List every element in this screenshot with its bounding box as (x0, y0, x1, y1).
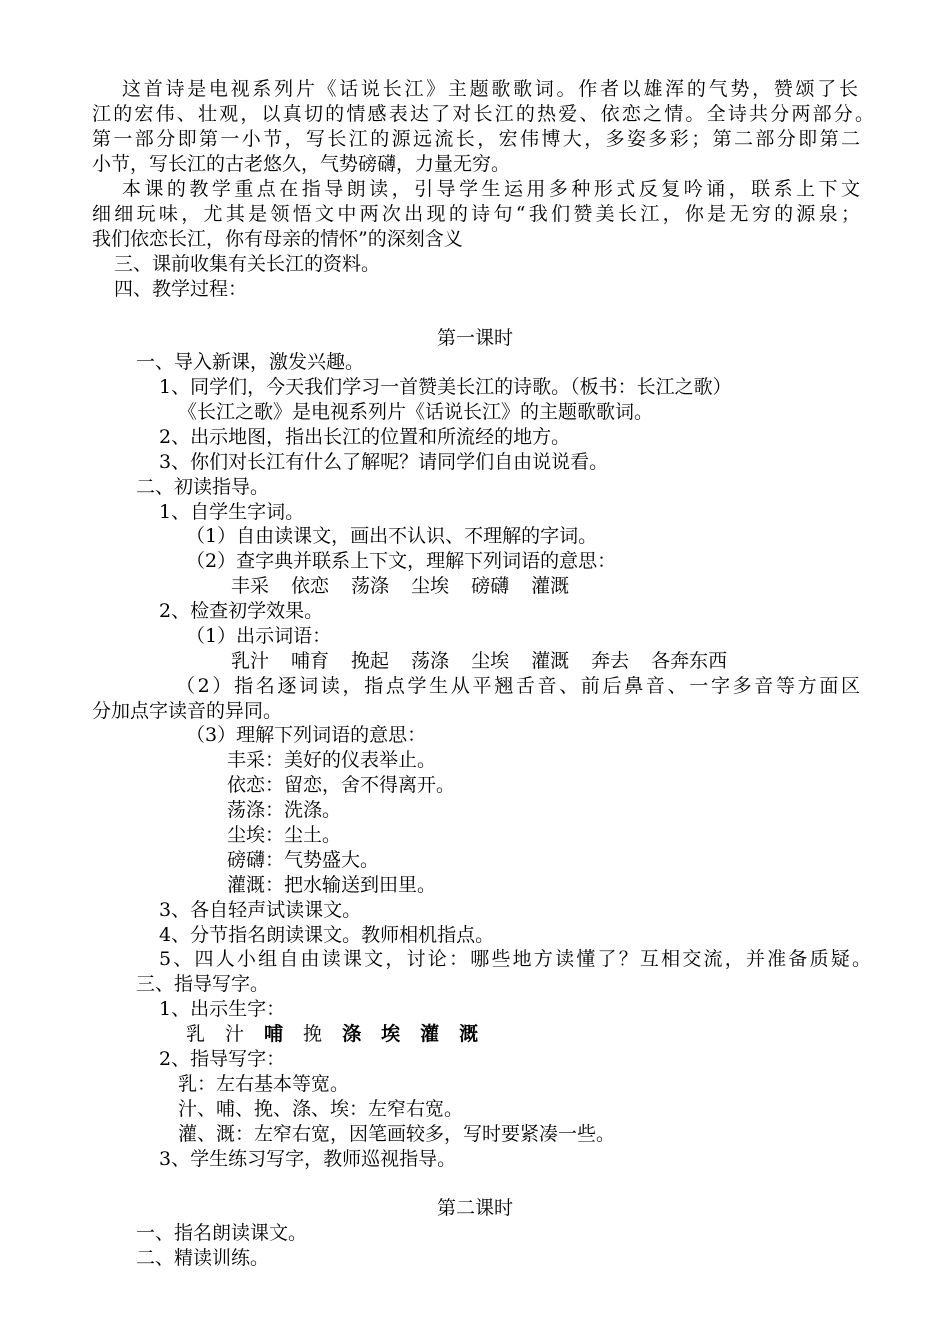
new-characters (186, 1022, 498, 1046)
definition-item: 依恋：留恋，舍不得离开。 (227, 774, 456, 796)
vocab-list-1 (231, 574, 591, 598)
lesson1-section2: 二、初读指导。 (136, 476, 270, 498)
definition-item: 灌溉：把水输送到田里。 (227, 874, 437, 896)
lesson1-s2-item5: 5、四人小组自由读课文，讨论：哪些地方读懂了？互相交流，并准备质疑。 (159, 948, 871, 970)
intro-p2-line1: 本课的教学重点在指导朗读，引导学生运用多种形式反复吟诵，联系上下文 (122, 178, 860, 200)
intro-item4: 四、教学过程： (114, 278, 248, 300)
character: 乳 (186, 1023, 206, 1045)
definition-item: 磅礴：气势盛大。 (227, 849, 380, 871)
lesson1-s3-item2: 2、指导写字： (159, 1048, 286, 1070)
vocab-word: 奔去 (591, 650, 630, 672)
vocab-word: 荡涤 (351, 575, 390, 597)
lesson2-section2: 二、精读训练。 (136, 1247, 270, 1269)
vocab-word: 尘埃 (471, 650, 510, 672)
intro-p1-line1: 这首诗是电视系列片《话说长江》主题歌歌词。作者以雄浑的气势，赞颂了长 (122, 78, 858, 100)
character: 挽 (303, 1023, 323, 1045)
lesson1-s2-item4: 4、分节指名朗读课文。教师相机指点。 (159, 924, 495, 946)
lesson1-s2-item1a: （1）自由读课文，画出不认识、不理解的字词。 (186, 525, 598, 547)
lesson1-title: 第一课时 (436, 327, 513, 349)
lesson1-s3-item1: 1、出示生字： (159, 998, 286, 1020)
writing-guide: 灌、溉：左窄右宽，因笔画较多，写时要紧凑一些。 (178, 1123, 616, 1145)
vocab-word: 挽起 (351, 650, 390, 672)
lesson1-section3: 三、指导写字。 (136, 973, 270, 995)
intro-p1-line2: 江的宏伟、壮观，以真切的情感表达了对长江的热爱、依恋之情。全诗共分两部分。 (92, 103, 874, 125)
intro-p2-line2: 细细玩味，尤其是领悟文中两次出现的诗句“我们赞美长江，你是无穷的源泉； (92, 203, 860, 225)
definition-item: 荡涤：洗涤。 (227, 799, 342, 821)
vocab-word: 荡涤 (411, 650, 450, 672)
vocab-word: 尘埃 (411, 575, 450, 597)
lesson1-section1: 一、导入新课，激发兴趣。 (136, 351, 365, 373)
lesson1-s2-item1: 1、自学生字词。 (159, 501, 305, 523)
lesson1-s1-item3: 3、你们对长江有什么了解呢？请同学们自由说说看。 (159, 451, 609, 473)
vocab-word: 磅礴 (471, 575, 510, 597)
lesson1-s1-item2: 2、出示地图，指出长江的位置和所流经的地方。 (159, 426, 571, 448)
character: 汁 (225, 1023, 245, 1045)
character: 埃 (381, 1023, 401, 1045)
character: 溉 (459, 1023, 479, 1045)
lesson1-s2-item2c: （3）理解下列词语的意思： (186, 724, 427, 746)
lesson1-s2-item2b-line2: 分加点字读音的异同。 (92, 700, 283, 722)
intro-p1-line4: 小节，写长江的古老悠久，气势磅礴，力量无穷。 (92, 153, 511, 175)
vocab-word: 乳汁 (231, 650, 270, 672)
vocab-word: 灌溉 (531, 650, 570, 672)
lesson1-s1-item1: 1、同学们，今天我们学习一首赞美长江的诗歌。（板书：长江之歌） (159, 376, 732, 398)
lesson1-s1-item1b: 《长江之歌》是电视系列片《话说长江》的主题歌歌词。 (178, 401, 654, 423)
intro-p1-line3: 第一部分即第一小节，写长江的源远流长，宏伟博大，多姿多彩；第二部分即第二 (92, 128, 860, 150)
writing-guide: 汁、哺、挽、涤、埃：左窄右宽。 (178, 1098, 464, 1120)
lesson2-section1: 一、指名朗读课文。 (136, 1222, 308, 1244)
intro-item3: 三、课前收集有关长江的资料。 (114, 253, 381, 275)
vocab-word: 丰采 (231, 575, 270, 597)
writing-guide: 乳：左右基本等宽。 (178, 1073, 350, 1095)
lesson1-s2-item2: 2、检查初学效果。 (159, 600, 324, 622)
character: 哺 (264, 1023, 284, 1045)
vocab-word: 依恋 (291, 575, 330, 597)
vocab-word: 各奔东西 (651, 650, 728, 672)
definition-item: 尘埃：尘土。 (227, 824, 342, 846)
lesson2-title: 第二课时 (436, 1197, 513, 1219)
lesson1-s2-item3: 3、各自轻声试读课文。 (159, 899, 362, 921)
lesson1-s2-item2b-line1: （2）指名逐词读，指点学生从平翘舌音、前后鼻音、一字多音等方面区 (176, 675, 860, 697)
character: 涤 (342, 1023, 362, 1045)
lesson1-s3-item3: 3、学生练习写字，教师巡视指导。 (159, 1148, 457, 1170)
vocab-word: 灌溉 (531, 575, 570, 597)
definition-item: 丰采：美好的仪表举止。 (227, 749, 437, 771)
intro-p2-line3: 我们依恋长江，你有母亲的情怀”的深刻含义 (92, 228, 463, 250)
character: 灌 (420, 1023, 440, 1045)
vocab-word: 哺育 (291, 650, 330, 672)
vocab-list-2 (231, 649, 749, 673)
lesson1-s2-item2a: （1）出示词语： (186, 625, 332, 647)
lesson1-s2-item1b: （2）查字典并联系上下文，理解下列词语的意思： (186, 550, 617, 572)
